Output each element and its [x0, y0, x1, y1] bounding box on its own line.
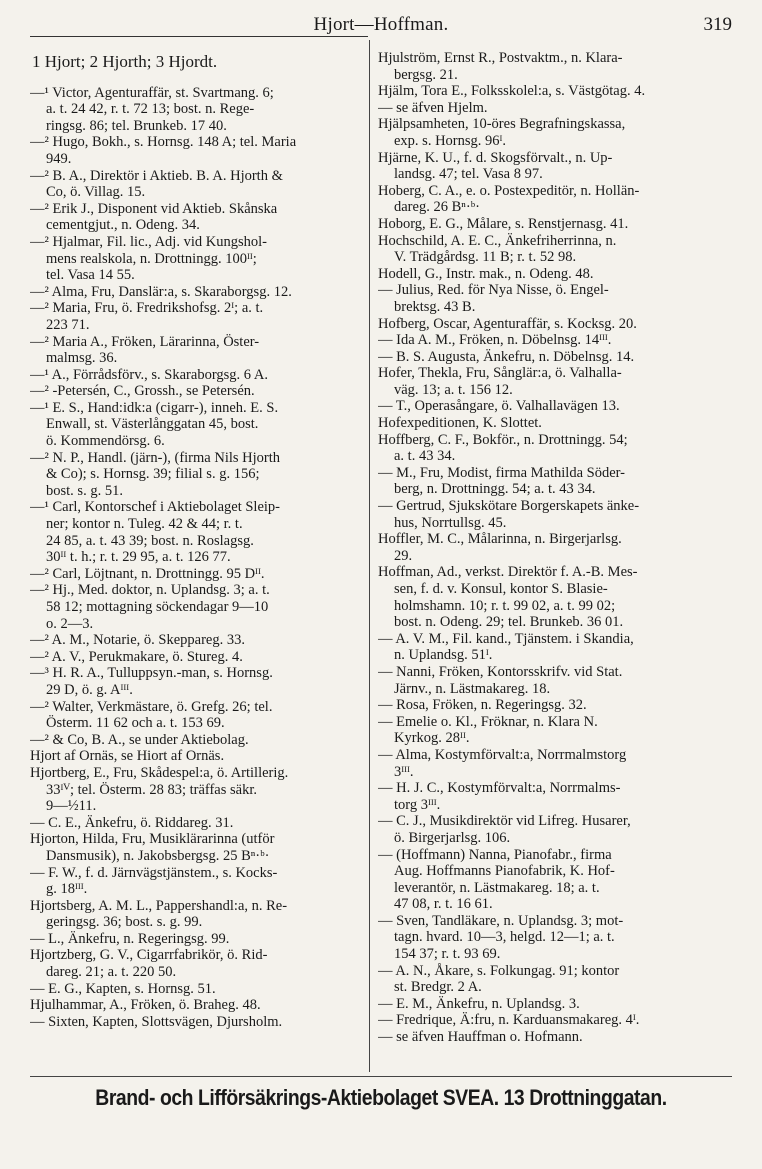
directory-entry-line: Järnv., n. Lästmakareg. 18.: [394, 680, 551, 697]
directory-entry-line: —² Hjalmar, Fil. lic., Adj. vid Kungshol-: [30, 233, 267, 250]
directory-entry-line: n. Uplandsg. 51ᴵ.: [394, 647, 493, 664]
directory-entry-line: geringsg. 36; bost. s. g. 99.: [46, 914, 203, 931]
directory-entry-line: — E. G., Kapten, s. Hornsg. 51.: [30, 980, 216, 997]
directory-entry-line: — M., Fru, Modist, firma Mathilda Söder-: [378, 464, 625, 481]
directory-entry-line: — Rosa, Fröken, n. Regeringsg. 32.: [378, 697, 587, 714]
directory-entry-line: Hjorton, Hilda, Fru, Musiklärarinna (utför: [30, 831, 275, 848]
directory-entry-line: 154 37; r. t. 93 69.: [394, 946, 501, 963]
directory-entry-line: bost. s. g. 51.: [46, 482, 123, 499]
directory-entry-line: leverantör, n. Lästmakareg. 18; a. t.: [394, 879, 600, 896]
directory-entry-line: — F. W., f. d. Järnvägstjänstem., s. Kocks-: [30, 864, 278, 881]
directory-entry-line: landsg. 47; tel. Vasa 8 97.: [394, 166, 543, 183]
directory-entry-line: ner; kontor n. Tuleg. 42 & 44; r. t.: [46, 516, 243, 533]
directory-entry-line: tagn. hvard. 10—3, helgd. 12—1; a. t.: [394, 929, 615, 946]
directory-entry-line: dareg. 26 Bⁿ·ᵇ·: [394, 199, 480, 216]
directory-entry-line: Hjort af Ornäs, se Hiort af Ornäs.: [30, 748, 225, 765]
directory-entry-line: dareg. 21; a. t. 220 50.: [46, 964, 177, 981]
directory-entry-line: —² Hugo, Bokh., s. Hornsg. 148 A; tel. Maria: [30, 134, 297, 151]
directory-entry-line: —² Walter, Verkmästare, ö. Grefg. 26; tel.: [30, 698, 273, 715]
directory-entry-line: tel. Vasa 14 55.: [46, 267, 135, 284]
directory-entry-line: malmsg. 36.: [46, 350, 118, 367]
directory-entry-line: —² & Co, B. A., se under Aktiebolag.: [30, 731, 249, 748]
directory-entry-line: —² Hj., Med. doktor, n. Uplandsg. 3; a. t.: [30, 582, 270, 599]
advertisement-banner: Brand- och Lifförsäkrings-Aktiebolaget SVEA. 13 Drottninggatan.: [95, 1085, 667, 1110]
directory-entry-line: —² -Petersén, C., Grossh., se Petersén.: [30, 383, 255, 400]
directory-entry-line: holmshamn. 10; r. t. 99 02, a. t. 99 02;: [394, 597, 616, 614]
directory-entry-line: mens realskola, n. Drottningg. 100ᴵᴵ;: [46, 250, 257, 267]
directory-entry-line: Hjälm, Tora E., Folksskolel:a, s. Västgötag. 4.: [378, 83, 646, 100]
directory-entry-line: bost. n. Odeng. 29; tel. Brunkeb. 36 01.: [394, 614, 624, 631]
directory-entry-line: —² A. V., Perukmakare, ö. Stureg. 4.: [30, 648, 243, 665]
directory-entry-line: väg. 13; a. t. 156 12.: [394, 381, 513, 398]
directory-entry-line: cementgjut., n. Odeng. 34.: [46, 217, 200, 234]
directory-entry-line: a. t. 43 34.: [394, 448, 456, 465]
directory-entry-line: V. Trädgårdsg. 11 B; r. t. 52 98.: [394, 249, 577, 266]
directory-entry-line: — A. V. M., Fil. kand., Tjänstem. i Skandia,: [378, 630, 634, 647]
directory-entry-line: 24 85, a. t. 43 39; bost. n. Roslagsg.: [46, 532, 254, 549]
page-number: 319: [703, 14, 732, 35]
directory-entry-line: 47 08, r. t. 16 61.: [394, 896, 493, 913]
directory-entry-line: — se äfven Hjelm.: [378, 99, 488, 116]
directory-entry-line: —² A. M., Notarie, ö. Skeppareg. 33.: [30, 632, 245, 649]
directory-entry-line: — Julius, Red. för Nya Nisse, ö. Engel-: [378, 282, 609, 299]
directory-entry-line: Hjortberg, E., Fru, Skådespel:a, ö. Artillerig.: [30, 764, 289, 781]
directory-entry-line: —³ H. R. A., Tulluppsyn.-man, s. Hornsg.: [30, 665, 273, 682]
directory-entry-line: Hoberg, C. A., e. o. Postexpeditör, n. Hollän-: [378, 182, 640, 199]
directory-entry-line: 9—½11.: [46, 798, 97, 815]
directory-entry-line: 3ᴵᴵᴵ.: [394, 763, 414, 780]
directory-entry-line: — (Hoffmann) Nanna, Pianofabr., firma: [378, 846, 612, 863]
running-title: Hjort—Hoffman.: [313, 14, 449, 35]
directory-entry-line: —¹ E. S., Hand:idk:a (cigarr-), inneh. E. S.: [30, 399, 279, 416]
directory-entry-line: 949.: [46, 150, 72, 167]
directory-entry-line: g. 18ᴵᴵᴵ.: [46, 881, 88, 898]
directory-entry-line: berg, n. Drottningg. 54; a. t. 43 34.: [394, 481, 596, 498]
directory-entry-line: — T., Operasångare, ö. Valhallavägen 13.: [378, 398, 620, 415]
header-divider: [30, 36, 368, 37]
directory-entry-line: Hoborg, E. G., Målare, s. Renstjernasg. 41.: [378, 215, 629, 232]
directory-entry-line: — Fredrique, Ä:fru, n. Karduansmakareg. 4ᴵ.: [378, 1012, 640, 1029]
directory-entry-line: Hoffman, Ad., verkst. Direktör f. A.-B. Mes-: [378, 564, 638, 581]
directory-entry-line: Kyrkog. 28ᴵᴵ.: [394, 730, 470, 747]
page-footer: [30, 1076, 732, 1119]
directory-entry-line: Co, ö. Villag. 15.: [46, 184, 146, 201]
directory-entry-line: brektsg. 43 B.: [394, 298, 476, 315]
directory-entry-line: Österm. 11 62 och a. t. 153 69.: [46, 715, 225, 732]
right-column: [378, 50, 740, 1046]
surname-heading: 1 Hjort; 2 Hjorth; 3 Hjordt.: [32, 52, 218, 71]
directory-entry-line: 33ᴵⱽ; tel. Österm. 28 83; träffas säkr.: [46, 781, 257, 798]
directory-entry-line: Hoffberg, C. F., Bokför., n. Drottningg. 54;: [378, 431, 628, 448]
directory-entry-line: Hjulhammar, A., Fröken, ö. Braheg. 48.: [30, 997, 261, 1014]
directory-entry-line: torg 3ᴵᴵᴵ.: [394, 796, 441, 813]
directory-entry-line: 29 D, ö. g. Aᴵᴵᴵ.: [46, 681, 133, 698]
directory-entry-line: a. t. 24 42, r. t. 72 13; bost. n. Rege-: [46, 101, 255, 118]
directory-entry-line: — Emelie o. Kl., Fröknar, n. Klara N.: [378, 713, 598, 730]
directory-entry-line: — L., Änkefru, n. Regeringsg. 99.: [30, 930, 230, 947]
directory-entry-line: — Ida A. M., Fröken, n. Döbelnsg. 14ᴵᴵᴵ.: [378, 332, 612, 349]
left-column: [30, 50, 370, 1030]
directory-entry-line: —¹ Victor, Agenturaffär, st. Svartmang. 6;: [30, 84, 274, 101]
directory-entry-line: Enwall, st. Västerlånggatan 45, bost.: [46, 416, 259, 433]
directory-entry-line: Hjälpsamheten, 10-öres Begrafningskassa,: [378, 116, 626, 133]
directory-entry-line: 58 12; mottagning söckendagar 9—10: [46, 599, 269, 615]
directory-entry-line: —² Alma, Fru, Danslär:a, s. Skaraborgsg. 12.: [30, 283, 292, 300]
directory-entry-line: 30ᴵᴵ t. h.; r. t. 29 95, a. t. 126 77.: [46, 549, 231, 566]
directory-entry-line: — C. J., Musikdirektör vid Lifreg. Husarer,: [378, 813, 631, 830]
directory-entry-line: Hjulström, Ernst R., Postvaktm., n. Klara-: [378, 50, 623, 66]
directory-entry-line: bergsg. 21.: [394, 66, 458, 83]
directory-entry-line: — A. N., Åkare, s. Folkungag. 91; kontor: [378, 962, 620, 979]
directory-entry-line: 29.: [394, 547, 413, 564]
directory-entry-line: — E. M., Änkefru, n. Uplandsg. 3.: [378, 995, 580, 1012]
directory-entry-line: & Co); s. Hornsg. 39; filial s. g. 156;: [46, 466, 260, 483]
directory-entry-line: — se äfven Hauffman o. Hofmann.: [378, 1029, 583, 1046]
directory-entry-line: Hjärne, K. U., f. d. Skogsförvalt., n. Up-: [378, 149, 613, 166]
directory-entry-line: —² Maria, Fru, ö. Fredrikshofsg. 2ᴵ; a. t.: [30, 300, 264, 317]
directory-entry-line: — Sven, Tandläkare, n. Uplandsg. 3; mot-: [378, 912, 624, 929]
directory-entry-line: Hjortsberg, A. M. L., Pappershandl:a, n. Re-: [30, 897, 288, 914]
directory-entry-line: —² Maria A., Fröken, Lärarinna, Öster-: [30, 333, 260, 350]
directory-entry-line: — Alma, Kostymförvalt:a, Norrmalmstorg: [378, 746, 627, 763]
directory-entry-line: ö. Kommendörsg. 6.: [46, 433, 165, 450]
directory-entry-line: — H. J. C., Kostymförvalt:a, Norrmalms-: [378, 780, 621, 797]
directory-entry-line: Hofer, Thekla, Fru, Sånglär:a, ö. Valhalla-: [378, 365, 622, 382]
directory-entry-line: Aug. Hoffmanns Pianofabrik, K. Hof-: [394, 863, 615, 880]
directory-entry-line: —² Carl, Löjtnant, n. Drottningg. 95 Dᴵᴵ.: [30, 565, 265, 582]
directory-entry-line: — B. S. Augusta, Änkefru, n. Döbelnsg. 14.: [378, 348, 635, 365]
directory-entry-line: 223 71.: [46, 316, 90, 333]
directory-entry-line: ringsg. 86; tel. Brunkeb. 17 40.: [46, 117, 227, 134]
directory-entry-line: exp. s. Hornsg. 96ᴵ.: [394, 132, 507, 149]
directory-entry-line: —² Erik J., Disponent vid Aktieb. Skånska: [30, 200, 278, 217]
directory-entry-line: ö. Birgerjarlsg. 106.: [394, 829, 511, 846]
directory-entry-line: o. 2—3.: [46, 615, 94, 632]
left-entries: [30, 85, 370, 1031]
directory-entry-line: — Sixten, Kapten, Slottsvägen, Djursholm.: [30, 1013, 283, 1030]
directory-entry-line: —² N. P., Handl. (järn-), (firma Nils Hjorth: [30, 449, 280, 466]
right-entries: [378, 50, 740, 1046]
directory-entry-line: Hjortzberg, G. V., Cigarrfabrikör, ö. Rid-: [30, 947, 268, 964]
directory-entry-line: —¹ A., Förrådsförv., s. Skaraborgsg. 6 A.: [30, 366, 268, 383]
directory-entry-line: Hofexpeditionen, K. Slottet.: [378, 415, 542, 432]
directory-entry-line: st. Bredgr. 2 A.: [394, 979, 482, 996]
directory-entry-line: Hoffler, M. C., Målarinna, n. Birgerjarlsg.: [378, 531, 622, 548]
directory-entry-line: Hochschild, A. E. C., Änkefriherrinna, n.: [378, 232, 617, 249]
directory-entry-line: — C. E., Änkefru, ö. Riddareg. 31.: [30, 814, 234, 831]
directory-entry-line: hus, Norrtullsg. 45.: [394, 514, 507, 531]
directory-entry-line: Hofberg, Oscar, Agenturaffär, s. Kocksg. 20.: [378, 315, 637, 332]
directory-entry-line: —¹ Carl, Kontorschef i Aktiebolaget Sleip-: [30, 499, 280, 516]
directory-entry-line: —² B. A., Direktör i Aktieb. B. A. Hjorth &: [30, 167, 283, 184]
directory-entry-line: — Nanni, Fröken, Kontorsskrifv. vid Stat.: [378, 663, 623, 680]
directory-entry-line: sen, f. d. v. Konsul, kontor S. Blasie-: [394, 581, 608, 597]
directory-entry-line: — Gertrud, Sjukskötare Borgerskapets änke-: [378, 498, 640, 515]
directory-entry-line: Hodell, G., Instr. mak., n. Odeng. 48.: [378, 265, 594, 282]
directory-entry-line: Dansmusik), n. Jakobsbergsg. 25 Bⁿ·ᵇ·: [46, 847, 270, 864]
